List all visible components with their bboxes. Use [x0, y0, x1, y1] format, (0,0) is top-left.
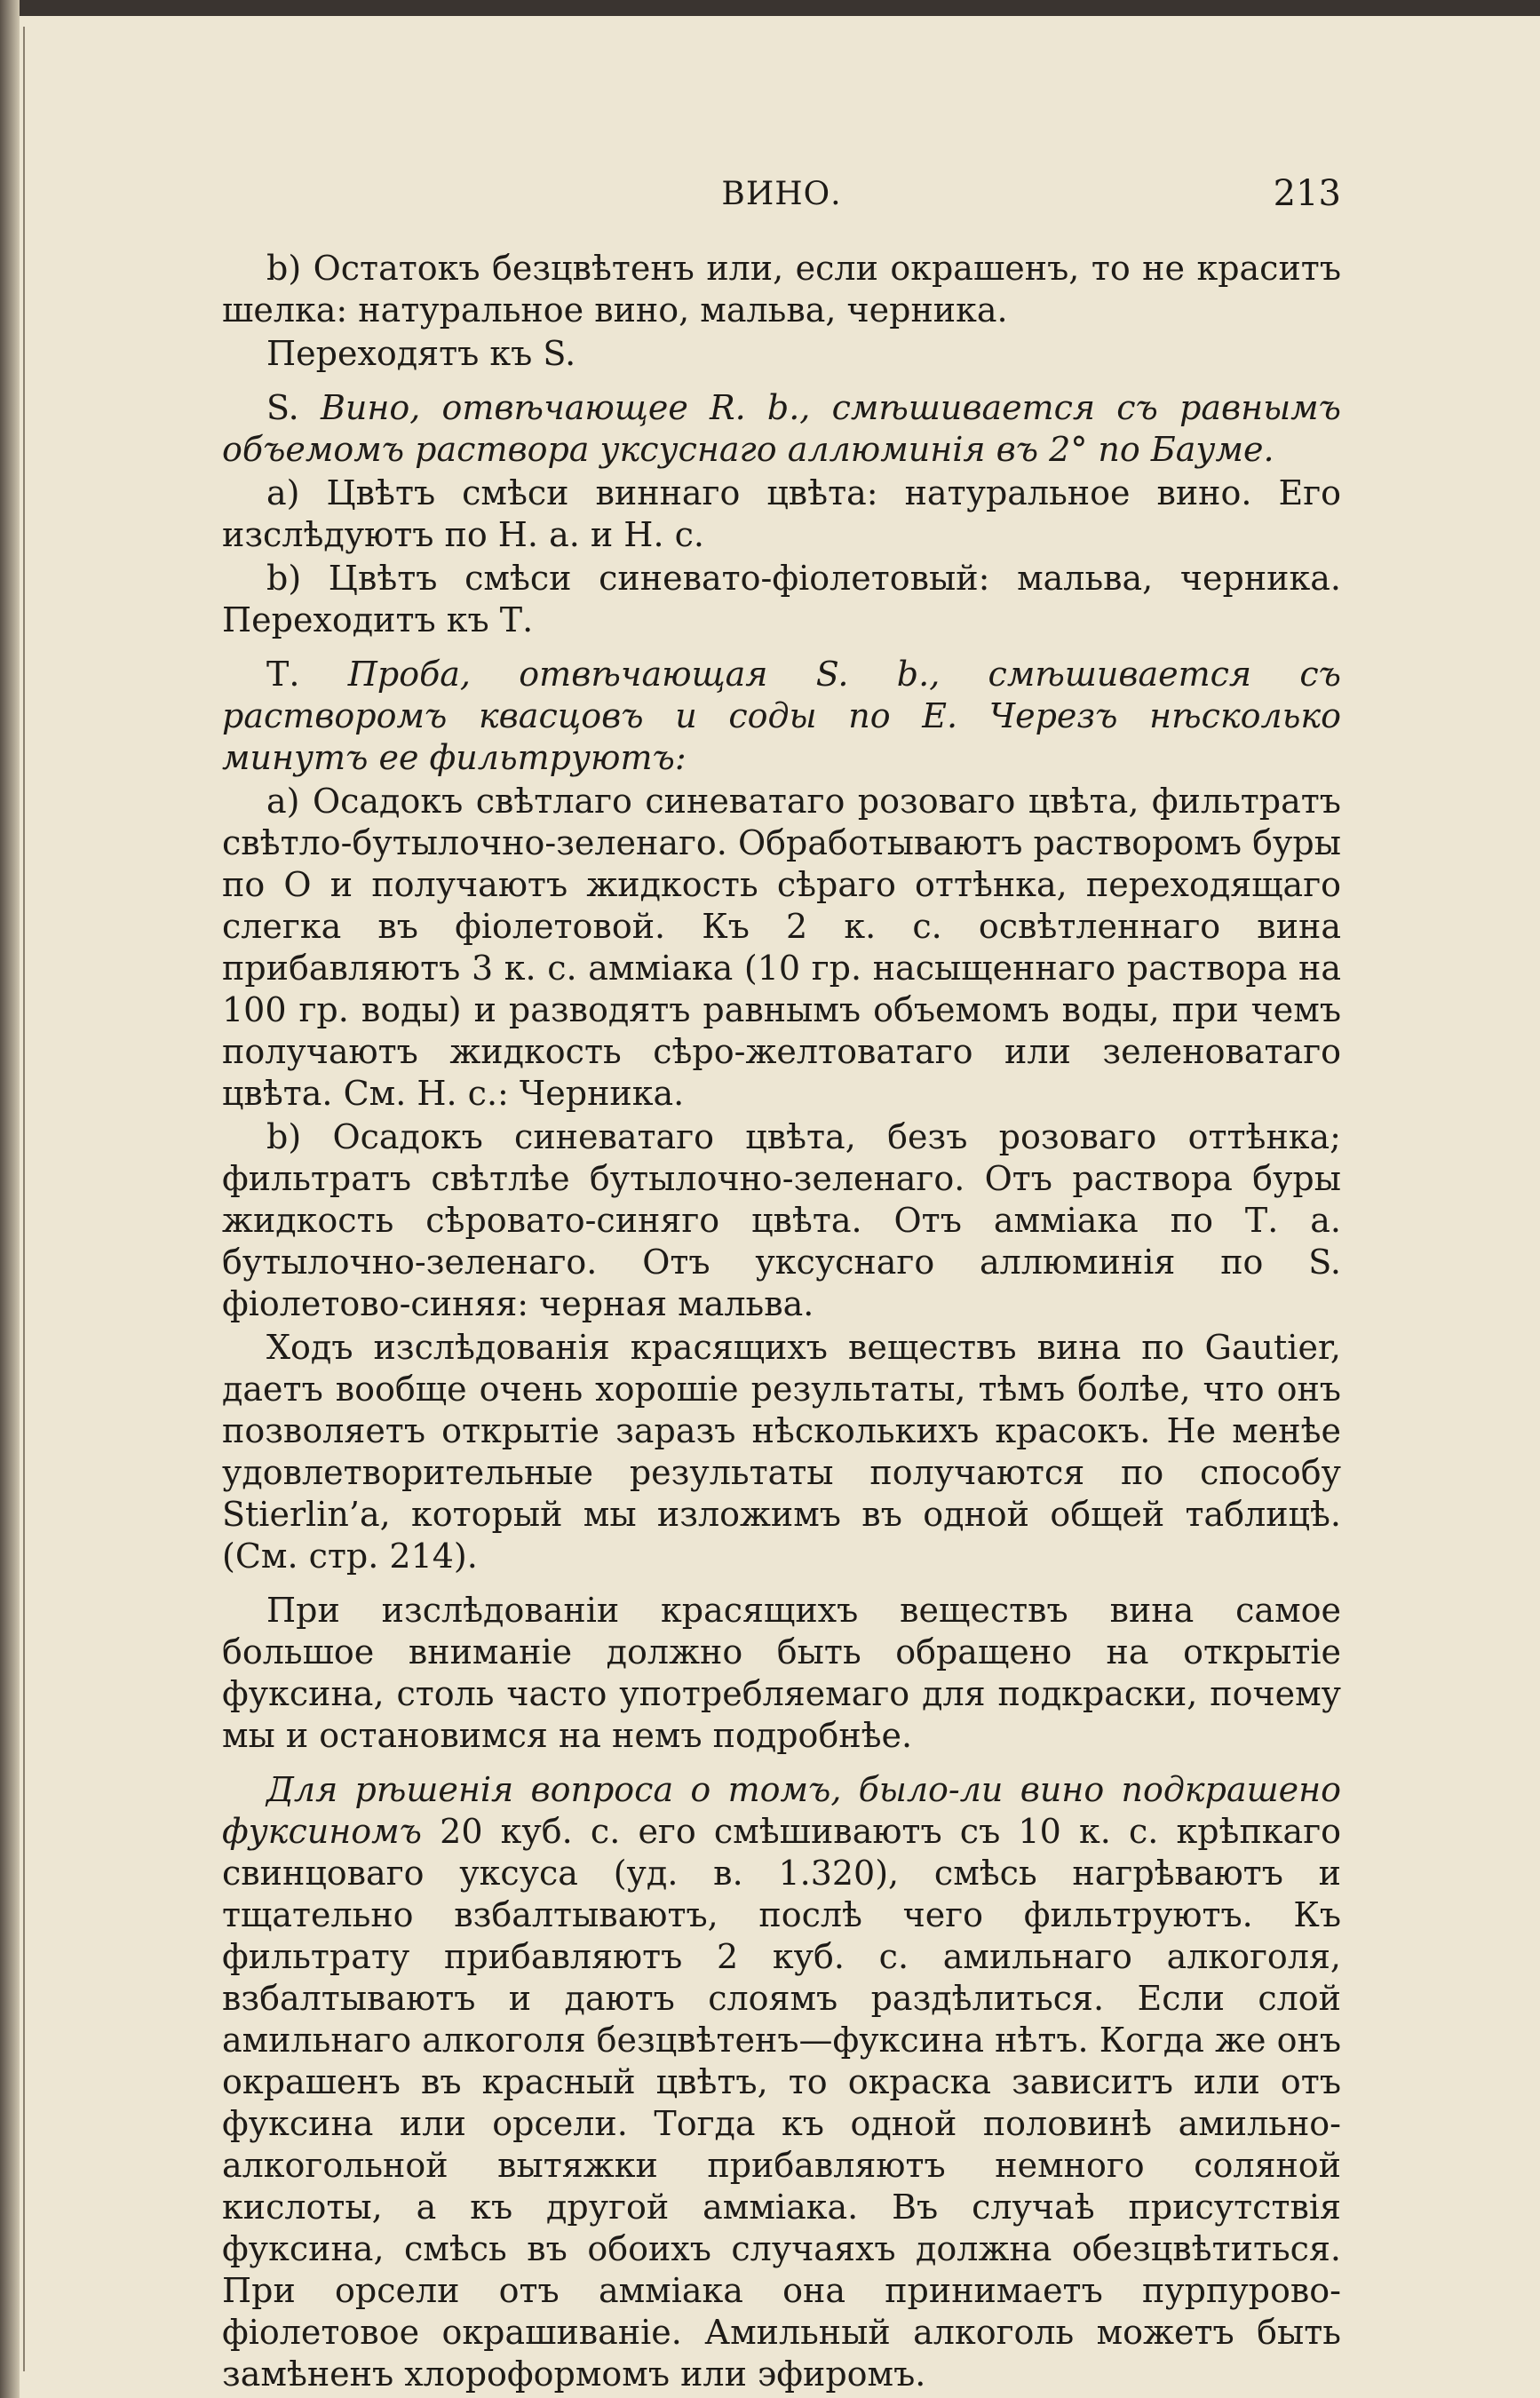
section-s	[222, 387, 1341, 641]
paragraph-r-next: Переходятъ къ S.	[266, 334, 576, 373]
page-content	[222, 173, 1341, 2398]
section-s-letter: S.	[266, 388, 299, 427]
section-t-heading-text: Проба, отвѣчающая S. b., смѣшивается съ растворомъ квасцовъ и соды по Е. Черезъ нѣсколько минутъ ее фильтруютъ:	[222, 655, 1341, 777]
paragraph-fuchsin-intro: При изслѣдованіи красящихъ веществъ вина самое большое вниманіе должно быть обращено на открытіе фуксина, столь часто употребляемаго для подкраски, почему мы и остановимся на немъ подробнѣе.	[222, 1591, 1341, 1755]
paragraph-fuchsin-method	[222, 1769, 1341, 2395]
paragraph-s-a: а) Цвѣтъ смѣси виннаго цвѣта: натуральное вино. Его изслѣдуютъ по Н. а. и Н. с.	[222, 473, 1341, 554]
running-head: ВИНО.	[721, 176, 842, 212]
page-number: 213	[1273, 173, 1341, 214]
section-s-heading-text: Вино, отвѣчающее R. b., смѣшивается съ равнымъ объемомъ раствора уксуснаго аллюминія въ 2° по Бауме.	[222, 388, 1341, 469]
section-t-letter: Т.	[266, 655, 300, 694]
paragraph-t-b: b) Осадокъ синеватаго цвѣта, безъ розоваго оттѣнка; фильтратъ свѣтлѣе бутылочно-зеленаго. Отъ раствора буры жидкость сѣровато-синяго цвѣта. Отъ амміака по Т. а. бутылочно-зеленаго. Отъ уксуснаго аллюминія по S. фіолетово-синяя: черная мальва.	[222, 1117, 1341, 1323]
page-header	[222, 173, 1341, 230]
paragraph-t-a: а) Осадокъ свѣтлаго синеватаго розоваго цвѣта, фильтратъ свѣтло-бутылочно-зеленаго. Обработываютъ растворомъ буры по О и получаютъ жидкость сѣраго оттѣнка, переходящаго слегка въ фіолетовой. Къ 2 к. с. освѣтленнаго вина прибавляютъ 3 к. с. амміака (10 гр. насыщеннаго раствора на 100 гр. воды) и разводятъ равнымъ объемомъ воды, при чемъ получаютъ жидкость сѣро-желтоватаго или зеленоватаго цвѣта. См. Н. с.: Черника.	[222, 782, 1341, 1113]
method-text: 20 куб. с. его смѣшиваютъ съ 10 к. с. крѣпкаго свинцоваго уксуса (уд. в. 1.320), смѣсь нагрѣваютъ и тщательно взбалтываютъ, послѣ чего фильтруютъ. Къ фильтрату прибавляютъ 2 куб. с. амильнаго алкоголя, взбалтываютъ и даютъ слоямъ раздѣлиться. Если слой амильнаго алкоголя безцвѣтенъ—фуксина нѣтъ. Когда же онъ окрашенъ въ красный цвѣтъ, то окраска зависитъ или отъ фуксина или орсели. Тогда къ одной половинѣ амильно-алкогольной вытяжки прибавляютъ немного соляной кислоты, а къ другой амміака. Въ случаѣ присутствія фуксина, смѣсь въ обоихъ случаяхъ должна обезцвѣтиться. При орсели отъ амміака она принимаетъ пурпурово-фіолетовое окрашиваніе. Амильный алкоголь можетъ быть замѣненъ хлороформомъ или эфиромъ.	[222, 1812, 1341, 2394]
section-r-end	[222, 248, 1341, 375]
scan-top-edge	[0, 0, 1540, 16]
section-t-heading	[222, 654, 1341, 779]
scan-binding-edge	[0, 0, 20, 2398]
paragraph-s-b: b) Цвѣтъ смѣси синевато-фіолетовый: мальва, черника. Переходитъ къ Т.	[222, 559, 1341, 639]
method-heading: Для рѣшенія вопроса о томъ, было-ли вино подкрашено фуксиномъ	[222, 1770, 1341, 1851]
section-t	[222, 654, 1341, 1577]
paragraph-r-b: b) Остатокъ безцвѣтенъ или, если окрашенъ, то не краситъ шелка: натуральное вино, мальва, черника.	[222, 249, 1341, 330]
paragraph-gautier: Ходъ изслѣдованія красящихъ веществъ вина по Gautier, даетъ вообще очень хорошіе результаты, тѣмъ болѣе, что онъ позволяетъ открытіе заразъ нѣсколькихъ красокъ. Не менѣе удовлетворительные результаты получаются по способу Stierlin’а, который мы изложимъ въ одной общей таблицѣ. (См. стр. 214).	[222, 1328, 1341, 1576]
section-s-heading	[222, 387, 1341, 471]
page-margin-line	[23, 27, 25, 2371]
